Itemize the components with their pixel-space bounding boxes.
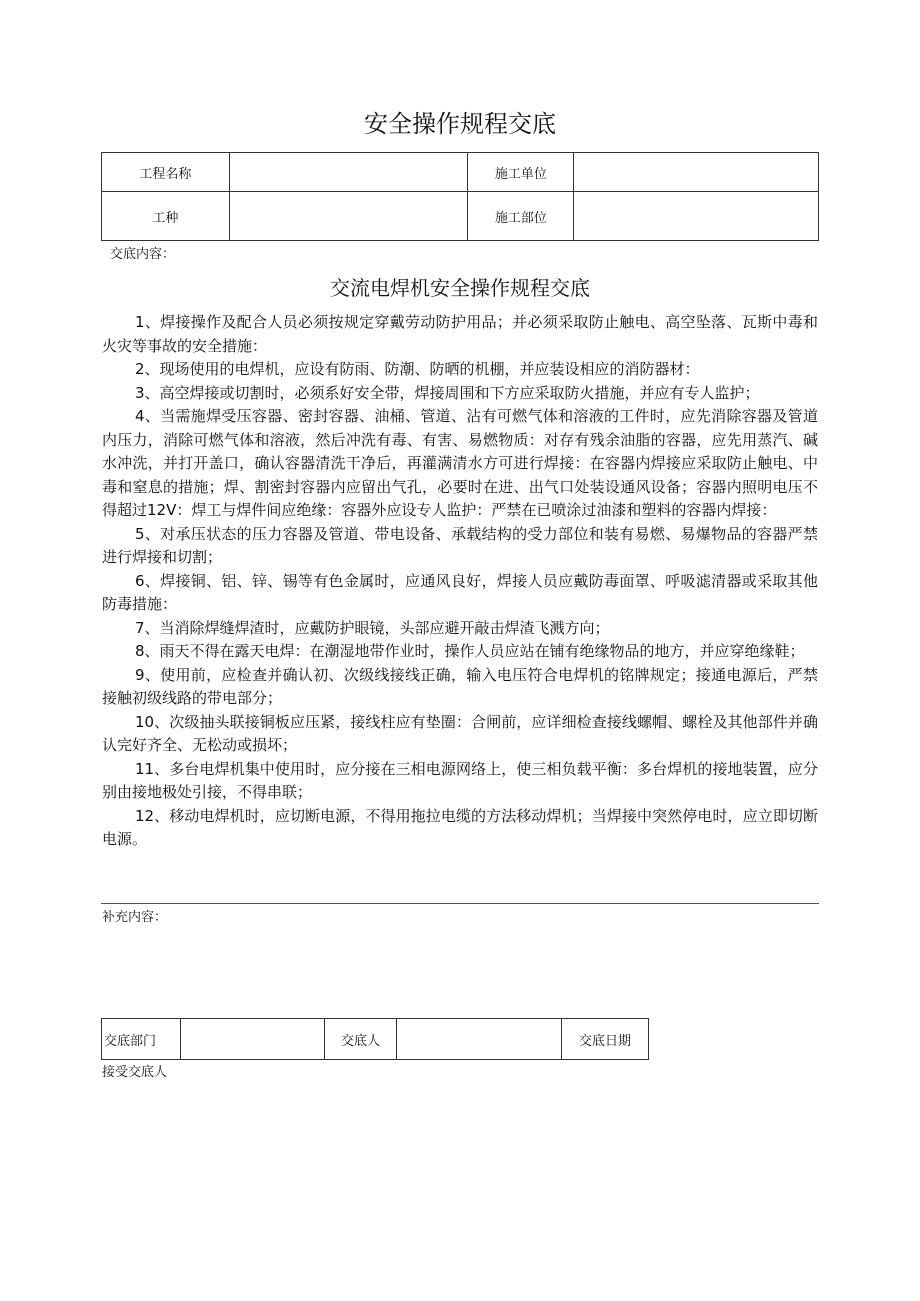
procedure-item: 4、当需施焊受压容器、密封容器、油桶、管道、沾有可燃气体和溶液的工件时，应先消除容器及管道内压力，消除可燃气体和溶液，然后冲洗有毒、有害、易燃物质：对存有残余油脂的容器，应先用蒸汽、碱水冲洗，并打开盖口，确认容器清洗干净后，再灌满清水方可进行焊接：在容器内焊接应采取防止触电、中毒和窒息的措施；焊、割密封容器内应留出气孔，必要时在进、出气口处装设通风设备；容器内照明电压不得超过12V：焊工与焊件间应绝缘：容器外应设专人监护：严禁在已喷涂过油漆和塑料的容器内焊接： xyxy=(102,407,818,519)
procedure-item: 5、对承压状态的压力容器及管道、带电设备、承载结构的受力部位和装有易燃、易爆物品的容器严禁进行焊接和切割； xyxy=(102,524,818,566)
construction-part-field[interactable] xyxy=(574,192,819,241)
receiver-label: 接受交底人 xyxy=(102,1065,168,1080)
trade-field[interactable] xyxy=(229,192,468,241)
construction-unit-field[interactable] xyxy=(574,153,819,192)
signoff-table xyxy=(101,1018,649,1060)
project-name-field[interactable] xyxy=(229,153,468,192)
procedure-item: 7、当消除焊缝焊渣时，应戴防护眼镜，头部应避开敲击焊渣飞溅方向； xyxy=(135,618,610,637)
procedure-item: 12、移动电焊机时，应切断电源，不得用拖拉电缆的方法移动焊机；当焊接中突然停电时，应立即切断电源。 xyxy=(102,806,818,848)
procedure-item: 8、雨天不得在露天电焊：在潮湿地带作业时，操作人员应站在铺有绝缘物品的地方，并应穿绝缘鞋； xyxy=(135,642,805,660)
trade-label: 工种 xyxy=(102,192,230,241)
document-title: 安全操作规程交底 xyxy=(364,110,556,138)
date-label: 交底日期 xyxy=(562,1019,649,1060)
procedure-item: 9、使用前，应检查并确认初、次级线接线正确，输入电压符合电焊机的铭牌规定；接通电源后，严禁接触初级线路的带电部分； xyxy=(102,665,818,707)
procedure-body xyxy=(102,311,818,852)
construction-part-label: 施工部位 xyxy=(468,192,574,241)
project-name-label: 工程名称 xyxy=(102,153,230,192)
procedure-item: 6、焊接铜、铝、锌、锡等有色金属时，应通风良好，焊接人员应戴防毒面罩、呼吸滤清器或采取其他防毒措施： xyxy=(102,571,818,613)
presenter-field[interactable] xyxy=(397,1019,562,1060)
presenter-label: 交底人 xyxy=(324,1019,397,1060)
content-label: 交底内容： xyxy=(110,247,176,262)
section-subtitle: 交流电焊机安全操作规程交底 xyxy=(330,276,590,300)
supplement-label: 补充内容： xyxy=(102,910,168,925)
procedure-item: 2、现场使用的电焊机，应设有防雨、防潮、防晒的机棚，并应装设相应的消防器材： xyxy=(135,360,700,378)
construction-unit-label: 施工单位 xyxy=(468,153,574,192)
section-divider xyxy=(101,903,819,904)
project-info-table xyxy=(101,152,819,241)
procedure-item: 10、次级抽头联接铜板应压紧，接线柱应有垫圈：合闸前，应详细检查接线螺帽、螺栓及其他部件并确认完好齐全、无松动或损坏； xyxy=(102,712,818,754)
procedure-item: 11、多台电焊机集中使用时，应分接在三相电源网络上，使三相负载平衡：多台焊机的接地装置，应分别由接地极处引接，不得串联； xyxy=(102,759,818,801)
department-label: 交底部门 xyxy=(102,1019,181,1060)
procedure-item: 3、高空焊接或切割时，必须系好安全带，焊接周围和下方应采取防火措施，并应有专人监护； xyxy=(135,383,760,402)
department-field[interactable] xyxy=(180,1019,324,1060)
procedure-item: 1、焊接操作及配合人员必须按规定穿戴劳动防护用品；并必须采取防止触电、高空坠落、瓦斯中毒和火灾等事故的安全措施： xyxy=(102,313,818,355)
